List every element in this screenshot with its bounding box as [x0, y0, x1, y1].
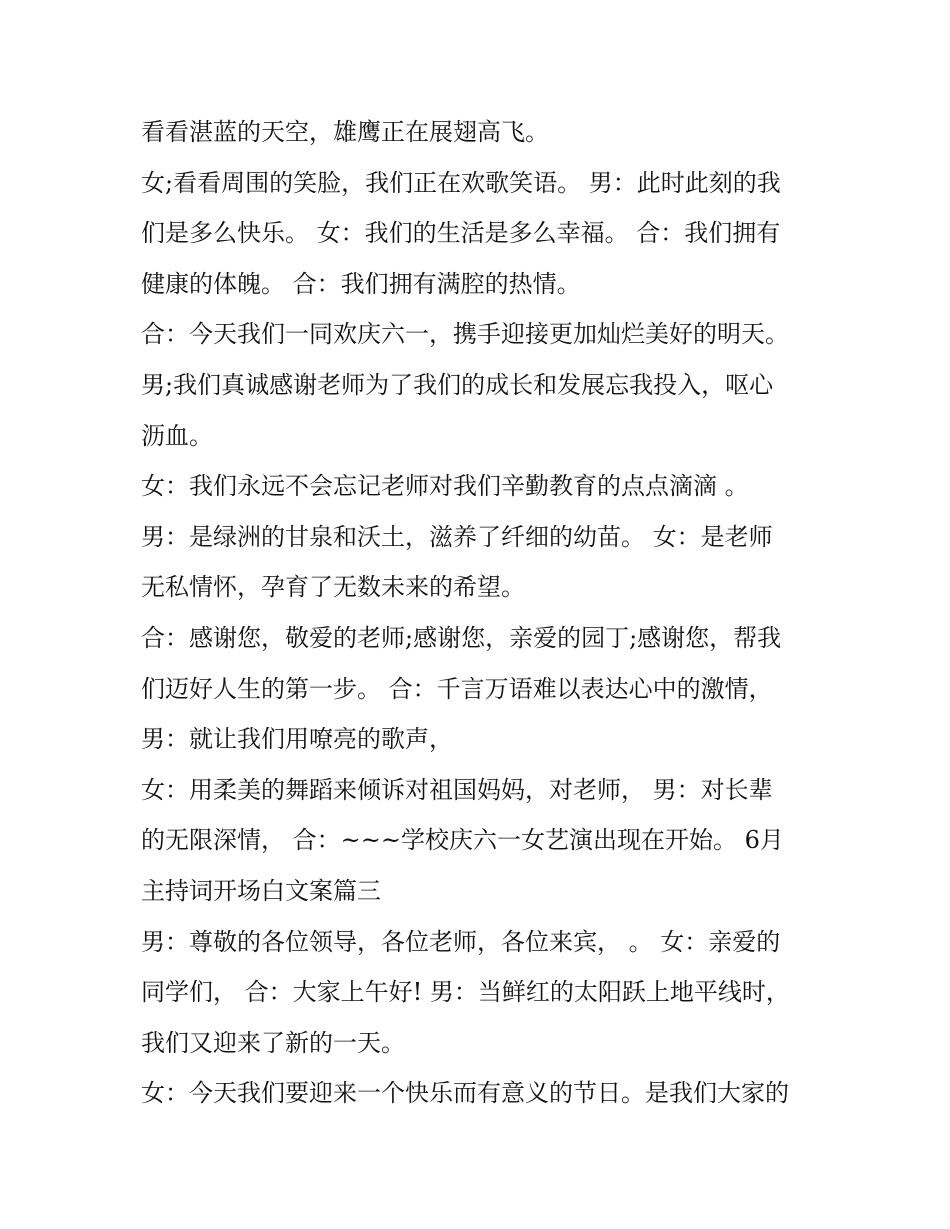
text-line: 女;看看周围的笑脸，我们正在欢歌笑语。 男：此时此刻的我: [141, 168, 781, 197]
text-line: 女：我们永远不会忘记老师对我们辛勤教育的点点滴滴 。: [141, 472, 749, 501]
text-line: 男：尊敬的各位领导，各位老师，各位来宾， 。 女：亲爱的: [141, 927, 781, 956]
text-line: 合：今天我们一同欢庆六一，携手迎接更加灿烂美好的明天。: [141, 320, 789, 349]
text-line: 男：就让我们用嘹亮的歌声，: [141, 725, 453, 754]
text-line: 沥血。: [141, 421, 213, 450]
text-line: 同学们， 合：大家上午好! 男：当鲜红的太阳跃上地平线时，: [141, 978, 790, 1007]
section-heading: 主持词开场白文案篇三: [141, 876, 381, 905]
text-line: 们迈好人生的第一步。 合：千言万语难以表达心中的激情，: [141, 674, 773, 703]
document-body: [141, 107, 831, 1119]
text-line: 女：用柔美的舞蹈来倾诉对祖国妈妈，对老师， 男：对长辈: [141, 775, 773, 804]
text-line: 健康的体魄。 合：我们拥有满腔的热情。: [141, 269, 581, 298]
text-line: 男：是绿洲的甘泉和沃土，滋养了纤细的幼苗。 女：是老师: [141, 522, 773, 551]
text-line: 男;我们真诚感谢老师为了我们的成长和发展忘我投入，呕心: [141, 370, 774, 399]
text-line: 女：今天我们要迎来一个快乐而有意义的节日。是我们大家的: [141, 1079, 789, 1108]
text-line: 合：感谢您，敬爱的老师;感谢您，亲爱的园丁;感谢您，帮我: [141, 623, 782, 652]
text-line: 我们又迎来了新的一天。: [141, 1028, 405, 1057]
text-line: 们是多么快乐。 女：我们的生活是多么幸福。 合：我们拥有: [141, 219, 781, 248]
text-line: 的无限深情， 合：~~~学校庆六一女艺演出现在开始。 6月: [141, 826, 784, 855]
text-line: 无私情怀，孕育了无数未来的希望。: [141, 573, 525, 602]
text-line: 看看湛蓝的天空，雄鹰正在展翅高飞。: [141, 118, 549, 146]
